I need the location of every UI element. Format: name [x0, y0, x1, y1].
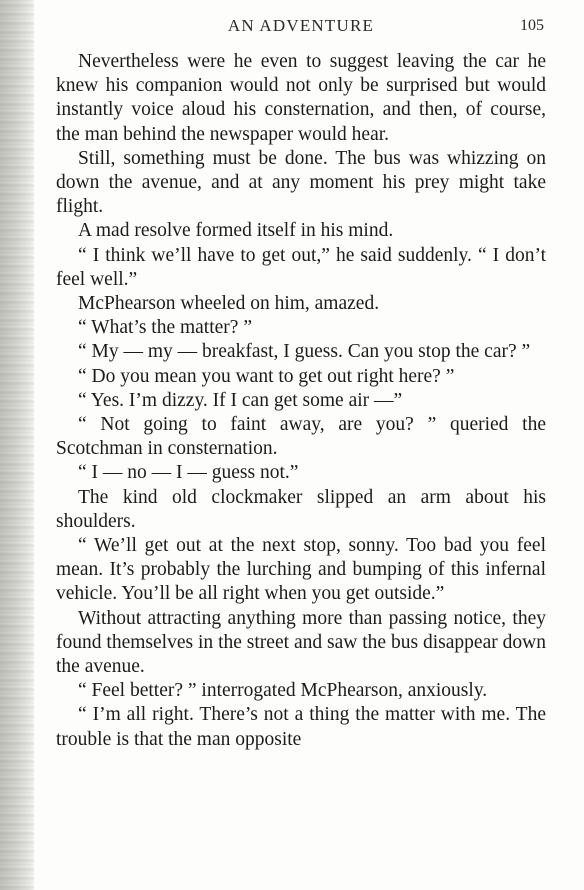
paragraph: A mad resolve formed itself in his mind.	[78, 220, 394, 242]
page-gutter-shadow	[0, 0, 34, 890]
paragraph: The kind old clockmaker slipped an arm about his shoulders.	[56, 486, 546, 532]
paragraph: “ Feel better? ” interrogated McPhearson, anxiously.	[78, 680, 488, 702]
paragraph: Nevertheless were he even to suggest leaving the car he knew his companion would not only be surprised but would instantly voice aloud his consternation, and then, of course, the man behind the newspaper would hear.	[56, 51, 546, 145]
paragraph: “ I think we’ll have to get out,” he said suddenly. “ I don’t feel well.”	[56, 244, 546, 290]
paragraph: “ Do you mean you want to get out right here? ”	[78, 365, 455, 387]
paragraph: “ We’ll get out at the next stop, sonny. Too bad you feel mean. It’s probably the lurching and bumping of this infernal vehicle. You’ll be all right when you get outside.”	[56, 535, 546, 605]
paragraph: McPhearson wheeled on him, amazed.	[78, 293, 380, 315]
running-title: AN ADVENTURE	[227, 16, 375, 35]
paragraph: Still, something must be done. The bus was whizzing on down the avenue, and at any moment his prey might take flight.	[56, 147, 546, 218]
paragraph: “ What’s the matter? ”	[78, 317, 252, 339]
paragraph: “ My — my — breakfast, I guess. Can you stop the car? ”	[78, 341, 531, 363]
paragraph: “ I’m all right. There’s not a thing the matter with me. The trouble is that the man opposite	[56, 704, 546, 750]
page-number: 105	[520, 17, 544, 34]
paragraph: Without attracting anything more than passing notice, they found themselves in the street and saw the bus disappear down the avenue.	[56, 607, 546, 678]
paragraph: “ Not going to faint away, are you? ” queried the Scotchman in consternation.	[56, 414, 546, 460]
body-text	[56, 50, 546, 752]
paragraph: “ I — no — I — guess not.”	[78, 462, 299, 484]
running-head	[56, 14, 546, 40]
paragraph: “ Yes. I’m dizzy. If I can get some air —”	[78, 389, 403, 411]
